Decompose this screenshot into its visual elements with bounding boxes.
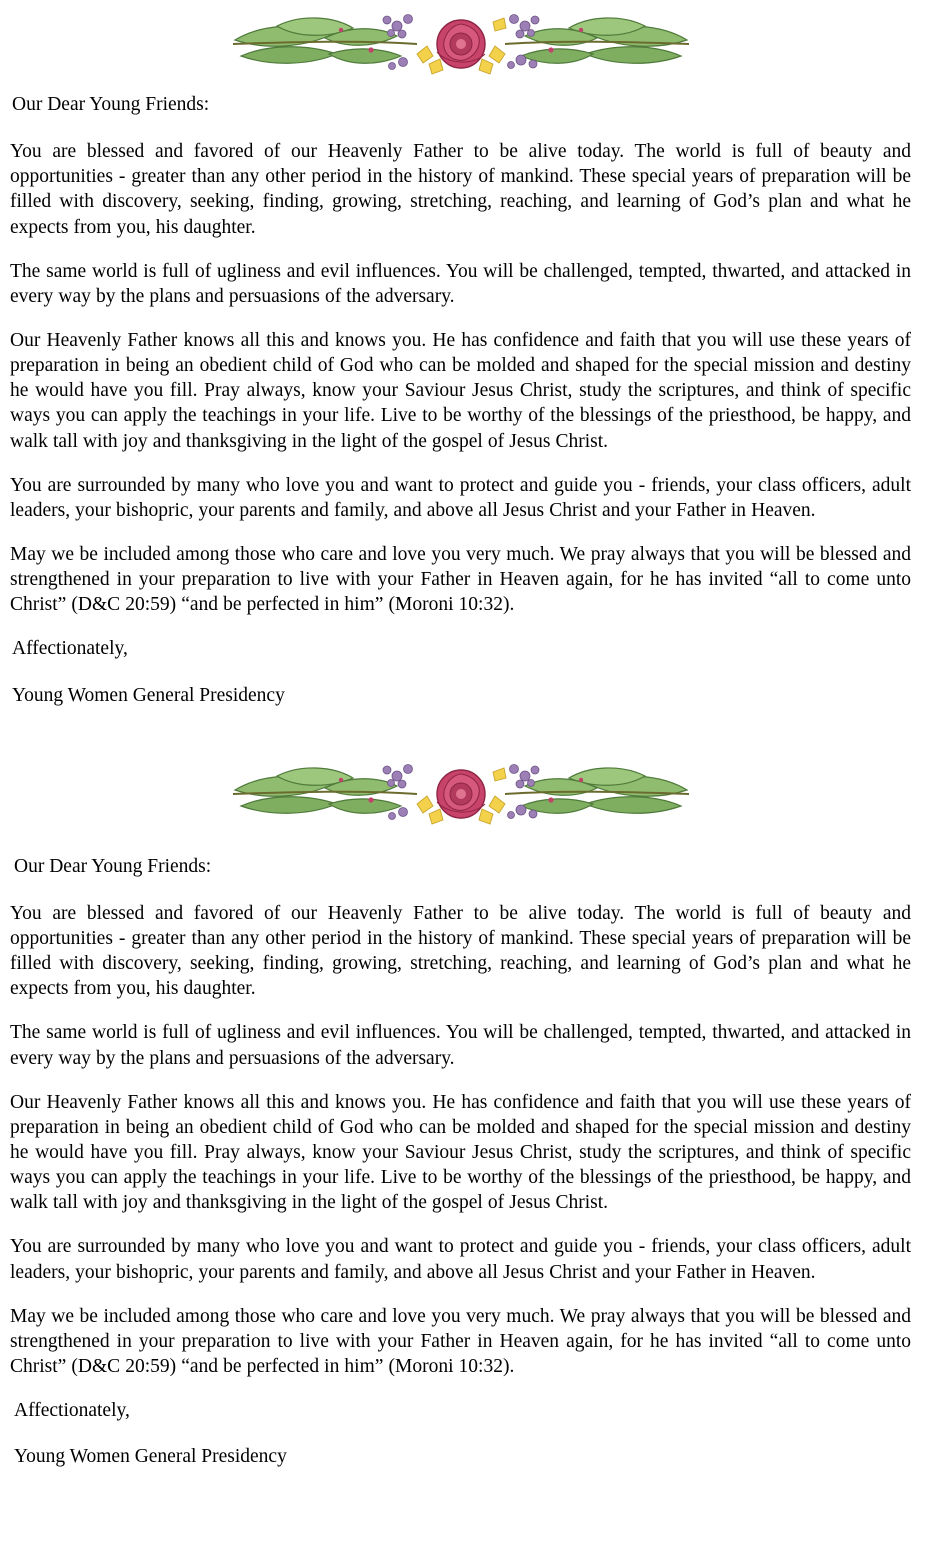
letter-paragraph: The same world is full of ugliness and evil influences. You will be challenged, tempted, thwarted, and attacked in every way by the plans and persuasions of the adversary. <box>10 260 911 307</box>
letter-paragraph: May we be included among those who care and love you very much. We pray always that you will be blessed and strengthened in your preparation to live with your Father in Heaven again, for he has invited “all to come unto Christ” (D&C 20:59) “and be perfected in him” (Moroni 10:32). <box>10 1305 911 1377</box>
floral-divider-middle <box>10 708 911 854</box>
salutation: Our Dear Young Friends: <box>14 855 212 877</box>
floral-divider-top <box>10 0 911 92</box>
floral-rose-leaf-divider-icon <box>221 4 701 82</box>
salutation: Our Dear Young Friends: <box>12 94 210 115</box>
letter-paragraph: You are surrounded by many who love you and want to protect and guide you - friends, your class officers, adult leaders, your bishopric, your parents and family, and above all Jesus Christ and your Father in Heaven. <box>10 1236 911 1283</box>
signature: Young Women General Presidency <box>14 1446 287 1468</box>
letter-paragraph: Our Heavenly Father knows all this and knows you. He has confidence and faith that you will use these years of preparation in being an obedient child of God who can be molded and shaped for the special mission and destiny he would have you fill. Pray always, know your Saviour Jesus Christ, study the scriptures, and think of specific ways you can apply the teachings in your life. Live to be worthy of the blessings of the priesthood, be happy, and walk tall with joy and thanksgiving in the light of the gospel of Jesus Christ. <box>10 1091 911 1214</box>
signature: Young Women General Presidency <box>12 684 285 706</box>
signoff: Affectionately, <box>14 1400 130 1422</box>
letter-block-2 <box>10 708 911 1508</box>
letter-paragraph: You are blessed and favored of our Heavenly Father to be alive today. The world is full of beauty and opportunities - greater than any other period in the history of mankind. These special years of preparation will be filled with discovery, seeking, finding, growing, stretching, reaching, and learning of God’s plan and what he expects from you, his daughter. <box>10 141 911 238</box>
letter-paragraph: You are blessed and favored of our Heavenly Father to be alive today. The world is full of beauty and opportunities - greater than any other period in the history of mankind. These special years of preparation will be filled with discovery, seeking, finding, growing, stretching, reaching, and learning of God’s plan and what he expects from you, his daughter. <box>10 902 911 1000</box>
letter-paragraph: The same world is full of ugliness and evil influences. You will be challenged, tempted, thwarted, and attacked in every way by the plans and persuasions of the adversary. <box>10 1022 911 1069</box>
signoff: Affectionately, <box>12 638 128 660</box>
letter-paragraph: May we be included among those who care and love you very much. We pray always that you will be blessed and strengthened in your preparation to live with your Father in Heaven again, for he has invited “all to come unto Christ” (D&C 20:59) “and be perfected in him” (Moroni 10:32). <box>10 543 911 616</box>
letter-paragraph: Our Heavenly Father knows all this and knows you. He has confidence and faith that you will use these years of preparation in being an obedient child of God who can be molded and shaped for the special mission and destiny he would have you fill. Pray always, know your Saviour Jesus Christ, study the scriptures, and think of specific ways you can apply the teachings in your life. Live to be worthy of the blessings of the priesthood, be happy, and walk tall with joy and thanksgiving in the light of the gospel of Jesus Christ. <box>10 329 911 452</box>
floral-rose-leaf-divider-icon <box>221 754 701 832</box>
page-bottom-spacer <box>10 1469 911 1507</box>
letter-block-1 <box>10 0 911 708</box>
letter-paragraph: You are surrounded by many who love you and want to protect and guide you - friends, your class officers, adult leaders, your bishopric, your parents and family, and above all Jesus Christ and your Father in Heaven. <box>10 474 911 521</box>
